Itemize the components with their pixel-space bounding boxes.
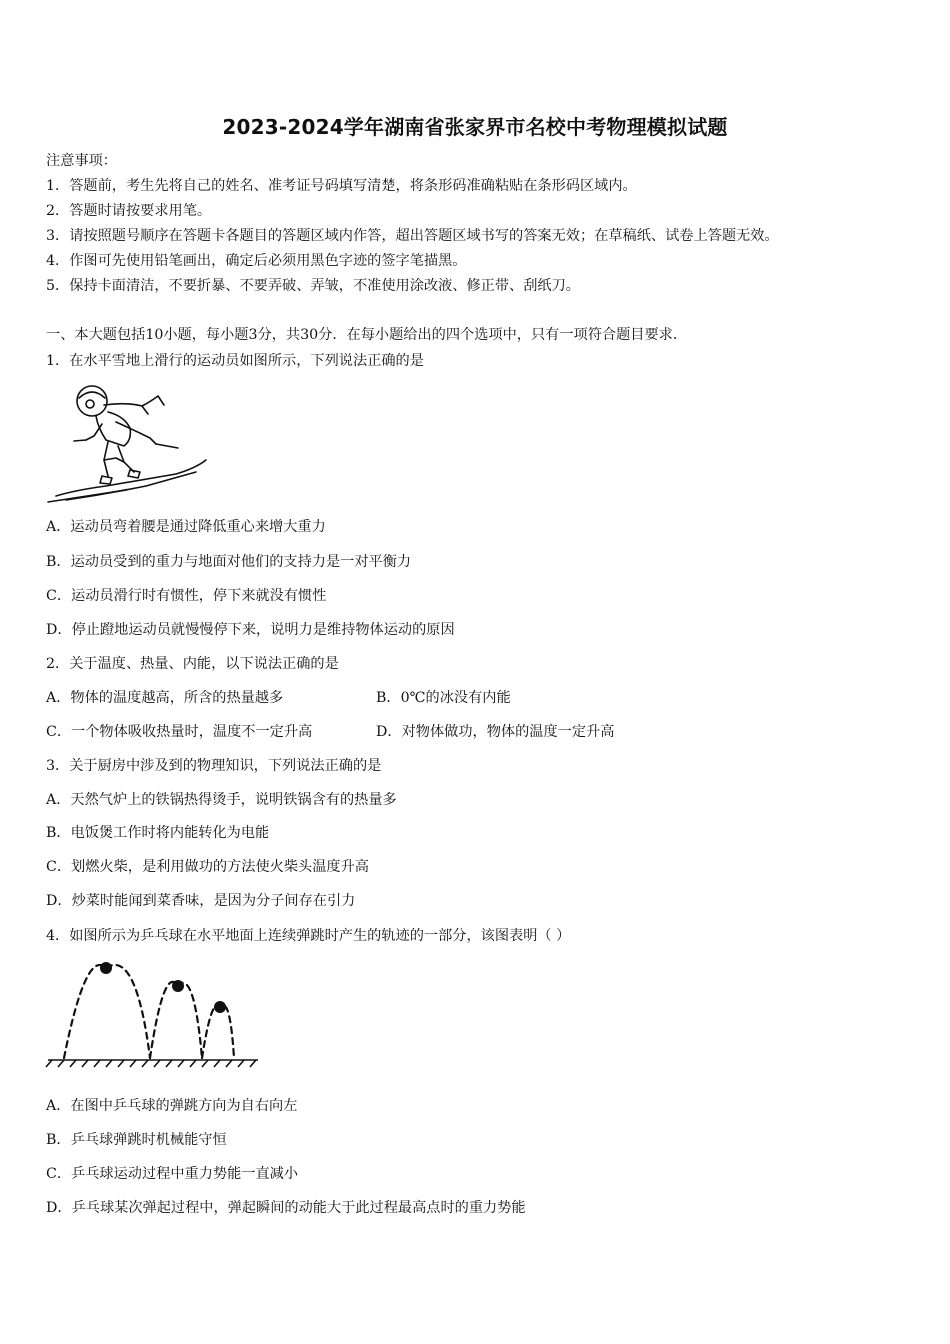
note-item: 5．保持卡面清洁，不要折暴、不要弄破、弄皱，不准使用涂改液、修正带、刮纸刀。 bbox=[46, 278, 580, 294]
q2-option-b: B．0℃的冰没有内能 bbox=[376, 690, 511, 706]
ground-hatching bbox=[46, 1060, 256, 1067]
q1-stem: 1．在水平雪地上滑行的运动员如图所示，下列说法正确的是 bbox=[46, 353, 424, 369]
notes-heading: 注意事项： bbox=[46, 153, 117, 169]
ball-icon bbox=[172, 980, 184, 992]
trajectory-figure bbox=[44, 958, 264, 1070]
q2-option-a: A．物体的温度越高，所含的热量越多 bbox=[46, 690, 284, 706]
q1-option: B．运动员受到的重力与地面对他们的支持力是一对平衡力 bbox=[46, 554, 412, 570]
ball-icon bbox=[214, 1001, 226, 1013]
q1-option: C．运动员滑行时有惯性，停下来就没有惯性 bbox=[46, 588, 327, 604]
q2-option-d: D．对物体做功，物体的温度一定升高 bbox=[376, 724, 615, 740]
page-title: 2023-2024学年湖南省张家界市名校中考物理模拟试题 bbox=[222, 115, 728, 139]
skier-figure bbox=[46, 378, 211, 506]
q4-stem: 4．如图所示为乒乓球在水平地面上连续弹跳时产生的轨迹的一部分，该图表明（ ） bbox=[46, 928, 571, 944]
q2-option-c: C．一个物体吸收热量时，温度不一定升高 bbox=[46, 724, 313, 740]
q4-option: B．乒乓球弹跳时机械能守恒 bbox=[46, 1132, 227, 1148]
q2-stem: 2．关于温度、热量、内能，以下说法正确的是 bbox=[46, 656, 339, 672]
q3-option: B．电饭煲工作时将内能转化为电能 bbox=[46, 825, 270, 841]
ball-icon bbox=[100, 962, 112, 974]
q1-option: A．运动员弯着腰是通过降低重心来增大重力 bbox=[46, 519, 326, 535]
section-heading: 一、本大题包括10小题，每小题3分，共30分．在每小题给出的四个选项中，只有一项符合题目要求． bbox=[46, 327, 688, 343]
note-item: 1．答题前，考生先将自己的姓名、准考证号码填写清楚，将条形码准确粘贴在条形码区域内。 bbox=[46, 178, 637, 194]
note-item: 2．答题时请按要求用笔。 bbox=[46, 203, 212, 219]
note-item: 4．作图可先使用铅笔画出，确定后必须用黑色字迹的签字笔描黑。 bbox=[46, 253, 467, 269]
q1-option: D．停止蹬地运动员就慢慢停下来，说明力是维持物体运动的原因 bbox=[46, 622, 455, 638]
q3-option: D．炒菜时能闻到菜香味，是因为分子间存在引力 bbox=[46, 893, 356, 909]
note-item: 3．请按照题号顺序在答题卡各题目的答题区域内作答，超出答题区域书写的答案无效；在草稿纸、试卷上答题无效。 bbox=[46, 228, 779, 244]
q4-option: A．在图中乒乓球的弹跳方向为自右向左 bbox=[46, 1098, 298, 1114]
q4-option: C．乒乓球运动过程中重力势能一直减小 bbox=[46, 1166, 299, 1182]
q3-option: C．划燃火柴，是利用做功的方法使火柴头温度升高 bbox=[46, 859, 369, 875]
q3-option: A．天然气炉上的铁锅热得烫手，说明铁锅含有的热量多 bbox=[46, 792, 397, 808]
q3-stem: 3．关于厨房中涉及到的物理知识，下列说法正确的是 bbox=[46, 758, 382, 774]
q4-option: D．乒乓球某次弹起过程中，弹起瞬间的动能大于此过程最高点时的重力势能 bbox=[46, 1200, 526, 1216]
